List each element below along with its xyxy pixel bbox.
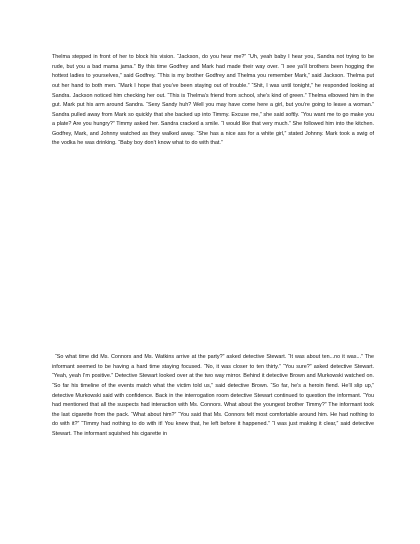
paragraph-interrogation-scene: “So what time did Ms. Connors and Ms. Watkins arrive at the party?” asked detective Stewart. “It was about ten...no it was...” The informant seemed to be having a hard time staying focused. “No, it was closer to ten thirty.” “You sure?” asked detective Stewart. “Yeah, yeah I’m positive.” Detective Stewart looked over at the two way mirror. Behind it detective Brown and Murkowski watched on. “So far his timeline of the events match what the victim told us,” said detective Brown. “So far, he’s a heroin fiend. He’ll slip up,” detective Murkowski said with confidence. Back in the interrogation room detective Stewart continued to question the informant. “You had mentioned that all the suspects had interaction with Ms. Connors. What about the youngest brother Timmy?” The informant took the last cigarette from the pack. “What about him?” “You said that Ms. Connors felt most comfortable around him. He had nothing to do with it?” “Timmy had nothing to do with it! You knew that, he left before it happened.” “I was just making it clear,” said detective Stewart. The informant squished his cigarette in [52, 354, 374, 437]
paragraph-party-scene: Thelma stepped in front of her to block his vision. “Jackson, do you hear me?” “Uh, yeah baby I hear you, Sandra not trying to be rude, but you a bad mama jama.” By this time Godfrey and Mark had made their way over. “I see ya’ll brothers been hogging the hottest ladies to yourselves,” said Godfrey. “This is my brother Godfrey and Thelma you remember Mark,” said Jackson. Thelma put out her hand to both men. “Mark I hope that you’ve been staying out of trouble.” “Shit, I was until tonight,” he responded looking at Sandra. Jackson noticed him checking her out. “This is Thelma’s friend from school, she’s kind of green.” Thelma elbowed him in the gut. Mark put his arm around Sandra. “Sexy Sandy huh? Well you may have come here a girl, but you’re going to leave a woman.” Sandra pulled away from Mark so quickly that she backed up into Timmy. Excuse me,” she said softly. “You want me to go make you a plate? Are you hungry?” Timmy asked her. Sandra cracked a smile. “I would like that very much.” She followed him into the kitchen. Godfrey, Mark, and Johnny watched as they walked away. “She has a nice ass for a white girl,” stated Johnny. Mark took a swig of the vodka he was drinking. “Baby boy don’t know what to do with that.” [52, 54, 374, 147]
